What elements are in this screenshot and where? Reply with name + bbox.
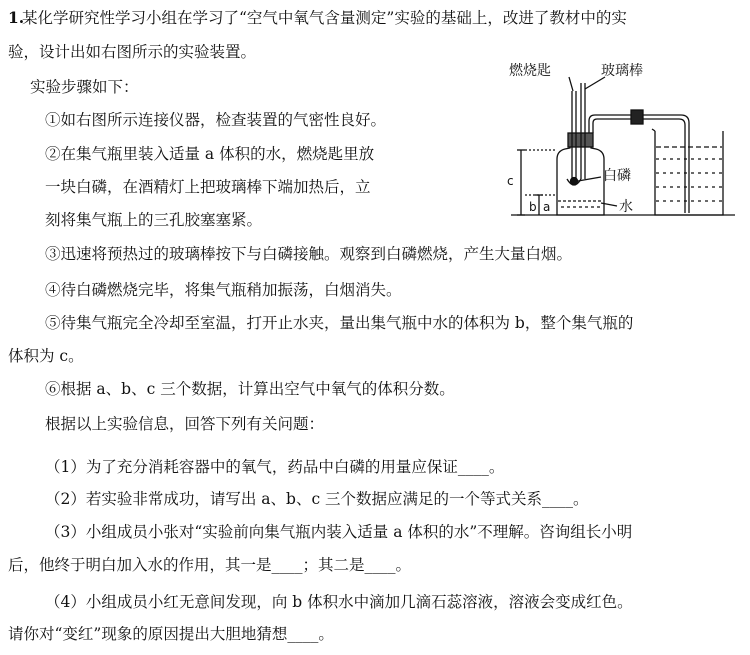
step-6: ⑥根据 a、b、c 三个数据，计算出空气中氧气的体积分数。: [45, 380, 455, 398]
label-c: c: [507, 174, 514, 188]
sub-question-1: （1）为了充分消耗容器中的氧气，药品中白磷的用量应保证____。: [45, 458, 505, 476]
label-b: b: [529, 200, 537, 214]
sub-question-2: （2）若实验非常成功，请写出 a、b、c 三个数据应满足的一个等式关系____。: [45, 490, 589, 508]
steps-title: 实验步骤如下：: [30, 78, 139, 96]
water-clamp: [631, 110, 643, 124]
label-spoon: 燃烧匙: [509, 63, 551, 79]
sub-question-3-line-2: 后，他终于明白加入水的作用，其一是____；其二是____。: [8, 556, 412, 574]
step-2-line-3: 刻将集气瓶上的三孔胶塞塞紧。: [45, 211, 263, 229]
questions-prompt: 根据以上实验信息，回答下列有关问题：: [45, 415, 325, 433]
question-number: 1.: [8, 8, 25, 27]
label-water: 水: [619, 199, 633, 215]
apparatus-diagram: [505, 63, 750, 228]
sub-question-4-line-1: （4）小组成员小红无意间发现，向 b 体积水中滴加几滴石蕊溶液，溶液会变成红色。: [45, 593, 633, 611]
label-rod: 玻璃棒: [601, 63, 643, 79]
step-2-line-2: 一块白磷，在酒精灯上把玻璃棒下端加热后，立: [45, 178, 371, 196]
intro-line-1: 某化学研究性学习小组在学习了“空气中氧气含量测定”实验的基础上，改进了教材中的实: [22, 9, 627, 27]
white-phosphorus: [571, 178, 578, 185]
step-5-line-2: 体积为 c。: [8, 347, 84, 365]
step-2-line-1: ②在集气瓶里装入适量 a 体积的水，燃烧匙里放: [45, 145, 375, 163]
label-a: a: [543, 200, 551, 214]
step-5-line-1: ⑤待集气瓶完全冷却至室温，打开止水夹，量出集气瓶中水的体积为 b，整个集气瓶的: [45, 314, 634, 332]
intro-line-2: 验，设计出如右图所示的实验装置。: [8, 43, 257, 61]
step-1: ①如右图所示连接仪器，检查装置的气密性良好。: [45, 111, 387, 129]
step-3: ③迅速将预热过的玻璃棒按下与白磷接触。观察到白磷燃烧，产生大量白烟。: [45, 245, 573, 263]
label-phosphorus: 白磷: [603, 168, 631, 184]
sub-question-3-line-1: （3）小组成员小张对“实验前向集气瓶内装入适量 a 体积的水”不理解。咨询组长小明: [45, 523, 633, 541]
step-4: ④待白磷燃烧完毕，将集气瓶稍加振荡，白烟消失。: [45, 281, 402, 299]
sub-question-4-line-2: 请你对“变红”现象的原因提出大胆地猜想____。: [8, 625, 334, 643]
